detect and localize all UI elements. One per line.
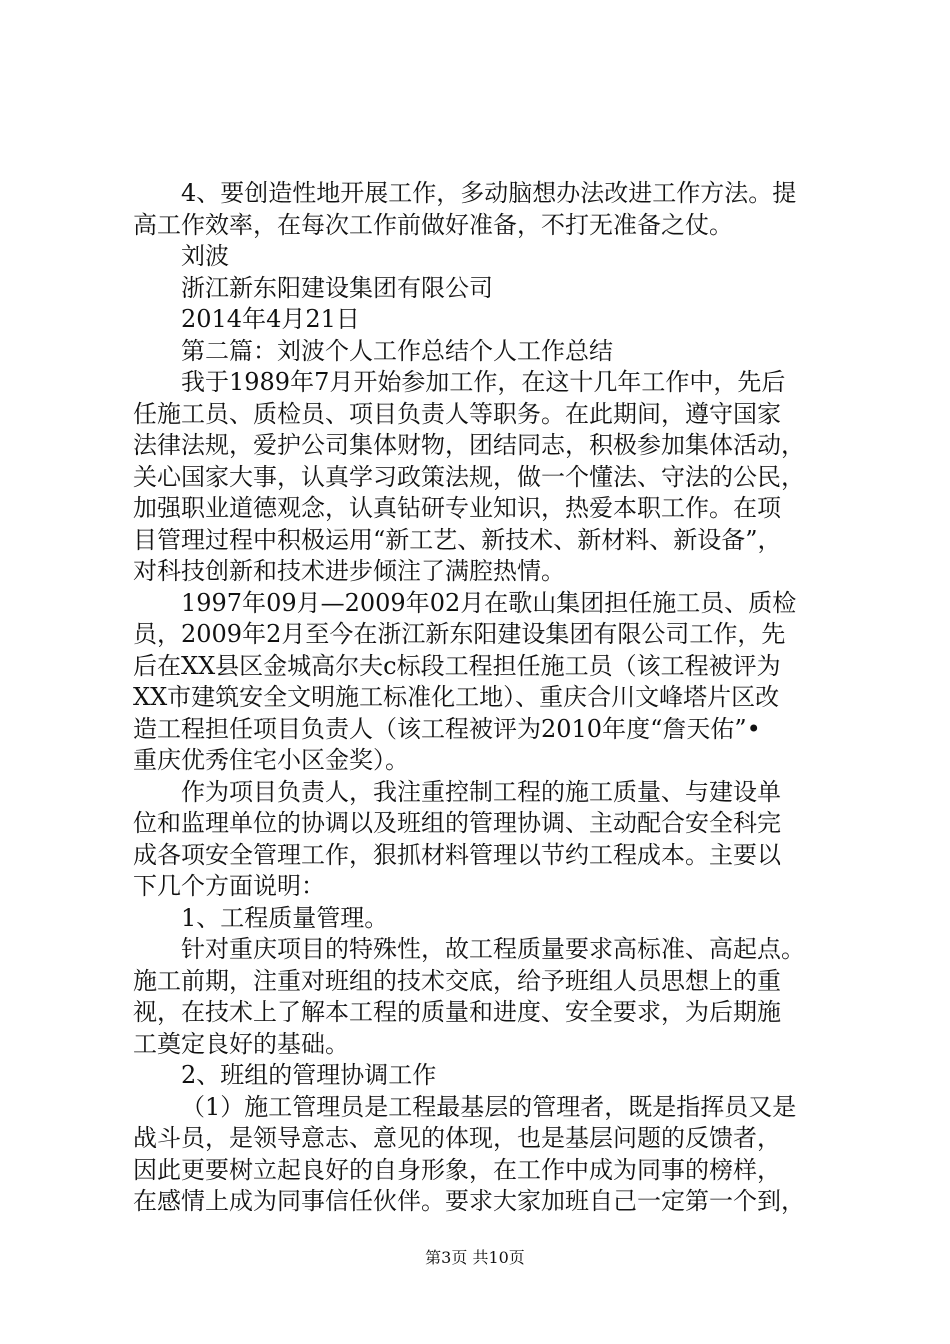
text-line: 高工作效率，在每次工作前做好准备，不打无准备之仗。 [133, 210, 733, 239]
text-line: 成各项安全管理工作，狠抓材料管理以节约工程成本。主要以 [133, 840, 781, 869]
text-line: 后在XX县区金城高尔夫c标段工程担任施工员（该工程被评为 [133, 651, 781, 680]
text-line: 重庆优秀住宅小区金奖）。 [133, 746, 409, 774]
text-line: 战斗员，是领导意志、意见的体现，也是基层问题的反馈者， [133, 1124, 781, 1152]
text-line: 1997年09月—2009年02月在歌山集团担任施工员、质检 [181, 588, 797, 617]
text-line: XX市建筑安全文明施工标准化工地）、重庆合川文峰塔片区改 [133, 683, 780, 711]
text-line: 员，2009年2月至今在浙江新东阳建设集团有限公司工作，先 [133, 620, 786, 648]
text-line: 视，在技术上了解本工程的质量和进度、安全要求，为后期施 [133, 998, 781, 1026]
text-line: 任施工员、质检员、项目负责人等职务。在此期间，遵守国家 [133, 399, 781, 428]
text-line: 加强职业道德观念，认真钻研专业知识，热爱本职工作。在项 [133, 494, 781, 522]
text-line: 造工程担任项目负责人（该工程被评为2010年度“詹天佑”• [133, 714, 761, 743]
text-line: 因此更要树立起良好的自身形象，在工作中成为同事的榜样， [133, 1155, 781, 1184]
document-body [133, 178, 833, 1218]
text-line: 浙江新东阳建设集团有限公司 [181, 273, 493, 302]
text-line: 对科技创新和技术进步倾注了满腔热情。 [133, 557, 565, 585]
text-line: 目管理过程中积极运用“新工艺、新技术、新材料、新设备”， [133, 525, 782, 554]
text-line: 施工前期，注重对班组的技术交底，给予班组人员思想上的重 [133, 966, 781, 995]
text-line: 针对重庆项目的特殊性，故工程质量要求高标准、高起点。 [181, 935, 805, 963]
text-line: （1）施工管理员是工程最基层的管理者，既是指挥员又是 [181, 1092, 797, 1121]
text-line: 2014年4月21日 [181, 305, 360, 333]
text-line: 2、班组的管理协调工作 [181, 1061, 437, 1089]
text-line: 4、要创造性地开展工作，多动脑想办法改进工作方法。提 [181, 179, 797, 207]
page-number: 第3页 共10页 [425, 1248, 525, 1267]
text-line: 在感情上成为同事信任伙伴。要求大家加班自己一定第一个到， [133, 1187, 805, 1215]
text-line: 刘波 [181, 242, 229, 270]
text-line: 1、工程质量管理。 [181, 903, 389, 932]
text-line: 第二篇：刘波个人工作总结个人工作总结 [181, 336, 613, 365]
text-line: 作为项目负责人，我注重控制工程的施工质量、与建设单 [181, 777, 781, 806]
text-line: 位和监理单位的协调以及班组的管理协调、主动配合安全科完 [133, 809, 781, 837]
text-line: 下几个方面说明： [133, 872, 325, 900]
text-line: 关心国家大事，认真学习政策法规，做一个懂法、守法的公民， [133, 462, 805, 491]
page-footer [0, 1245, 950, 1268]
text-line: 法律法规，爱护公司集体财物，团结同志，积极参加集体活动， [133, 431, 805, 459]
text-line: 工奠定良好的基础。 [133, 1029, 349, 1058]
text-line: 我于1989年7月开始参加工作，在这十几年工作中，先后 [181, 368, 786, 396]
